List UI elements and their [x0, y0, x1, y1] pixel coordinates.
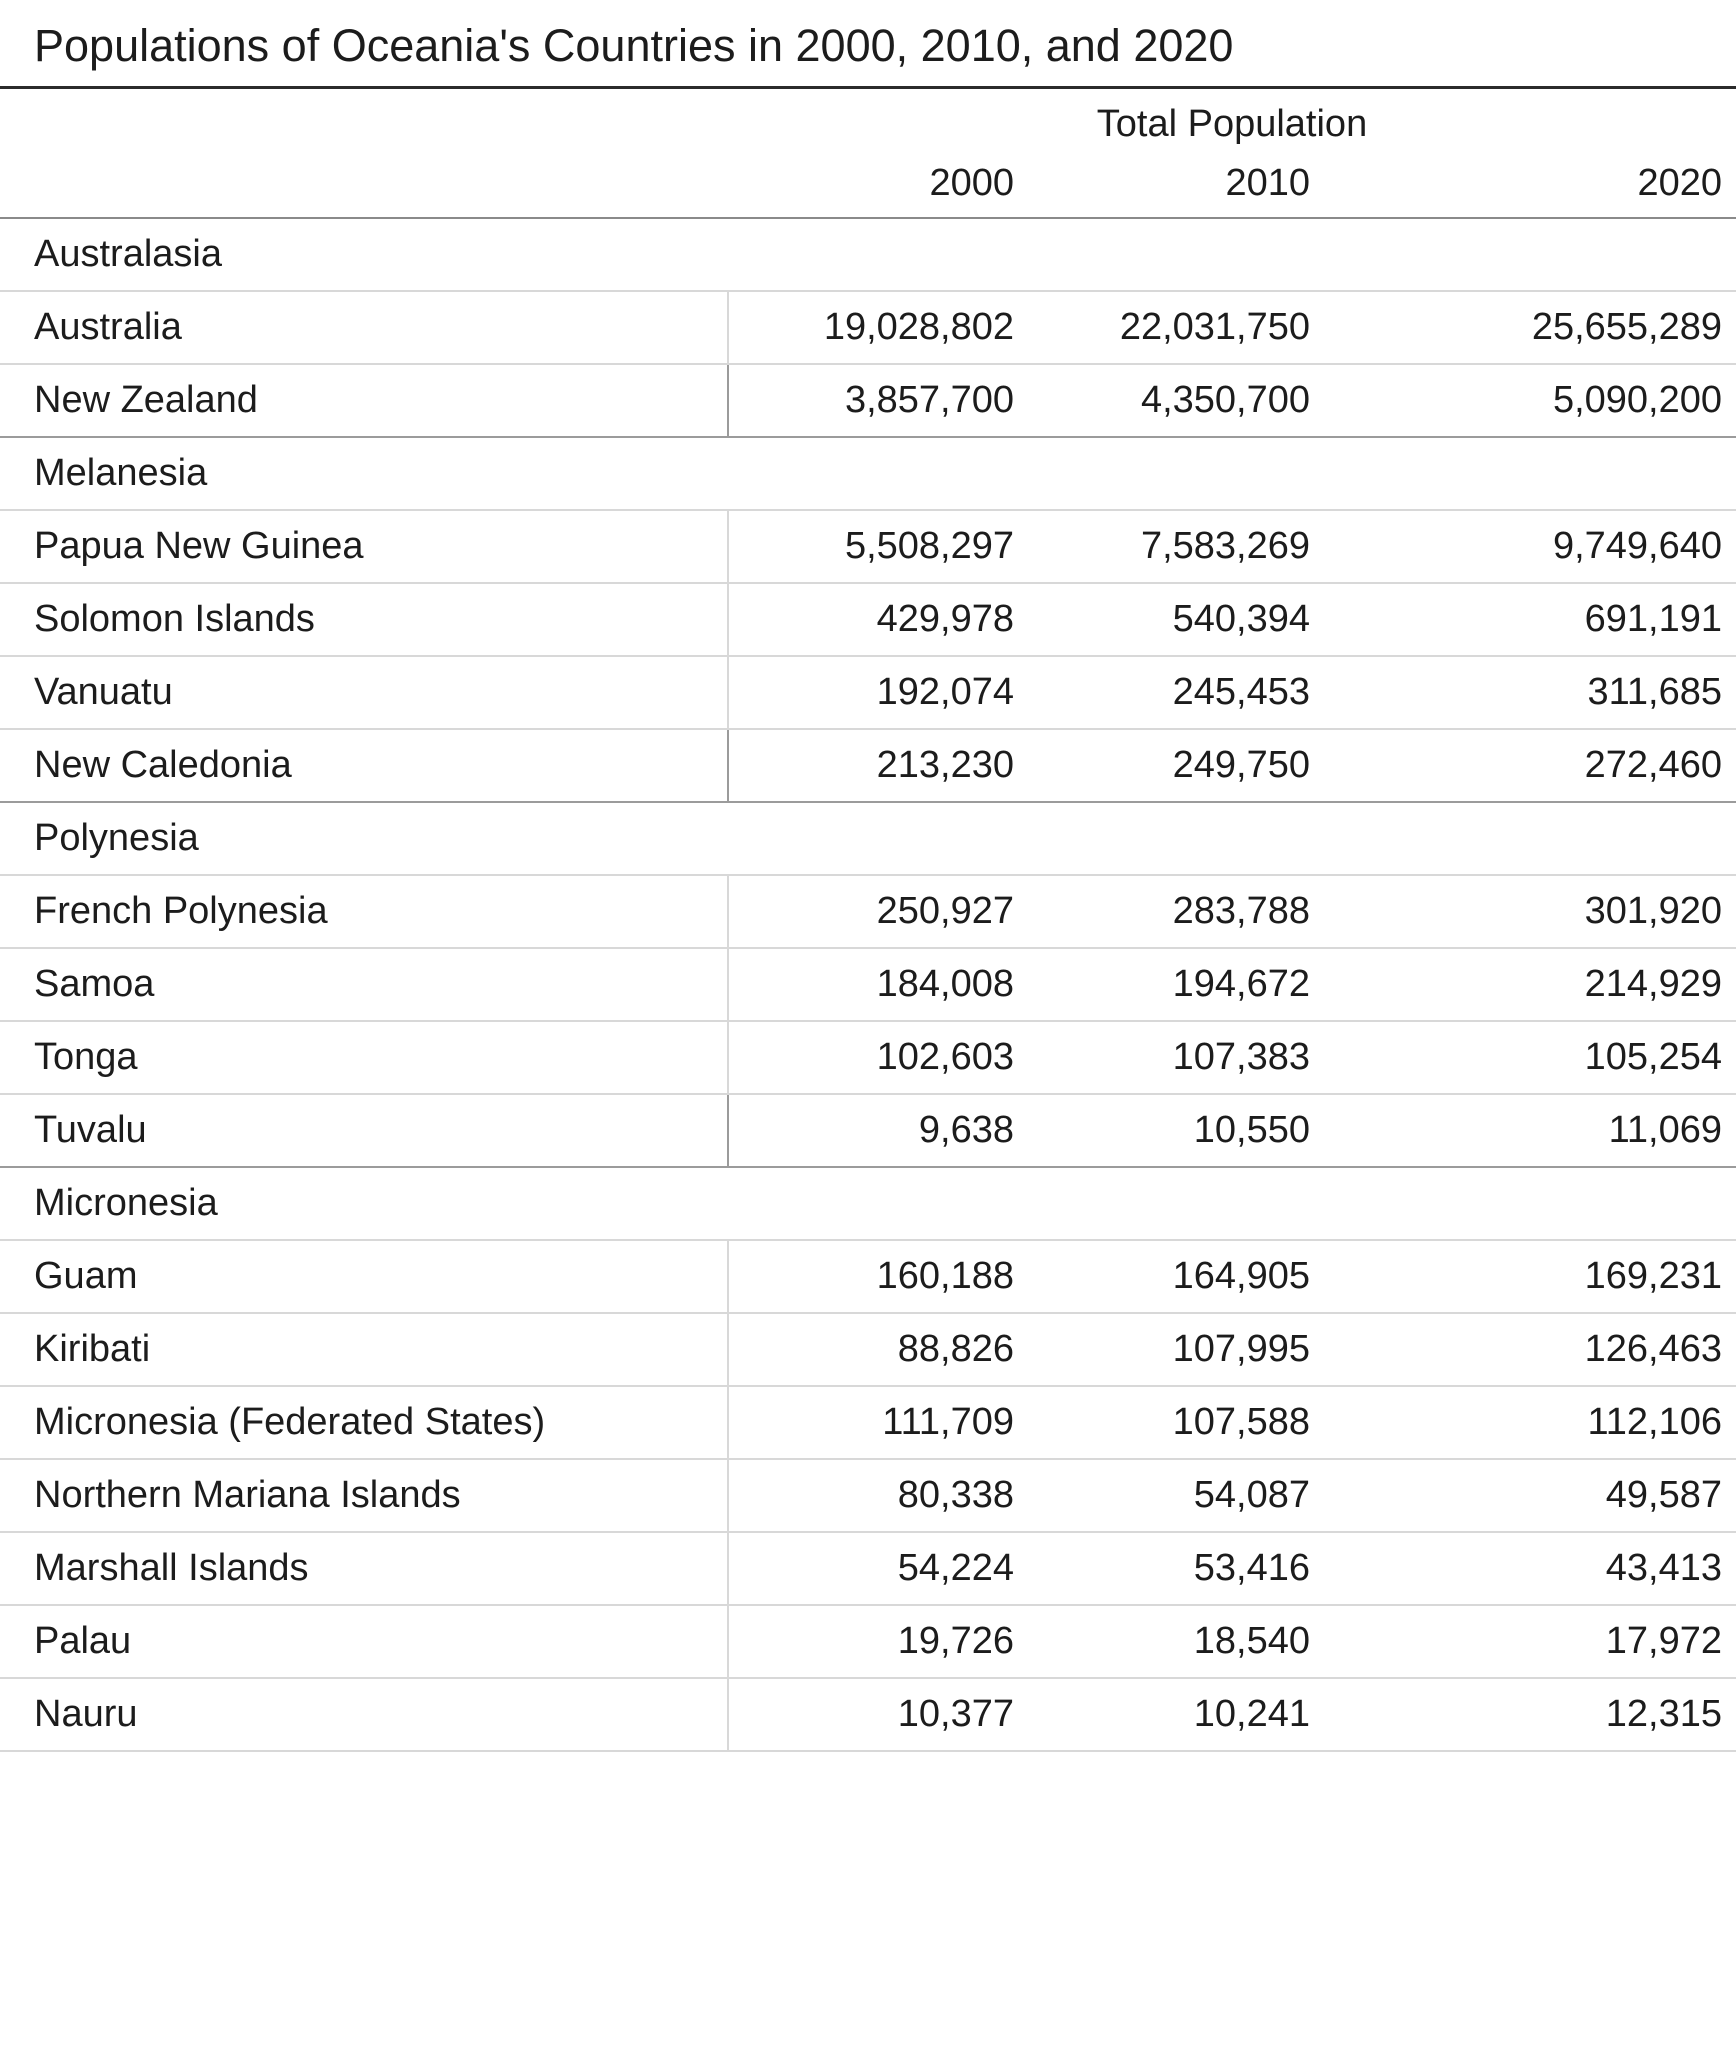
row-label: Northern Mariana Islands — [0, 1459, 728, 1532]
table-row — [0, 1313, 1736, 1386]
cell-2010: 10,550 — [1028, 1094, 1324, 1167]
cell-2010: 164,905 — [1028, 1240, 1324, 1313]
cell-2000: 19,028,802 — [728, 291, 1028, 364]
row-label: New Zealand — [0, 364, 728, 437]
cell-2010: 540,394 — [1028, 583, 1324, 656]
group-row-micronesia — [0, 1167, 1736, 1240]
cell-2010: 22,031,750 — [1028, 291, 1324, 364]
cell-2020: 12,315 — [1324, 1678, 1736, 1751]
cell-2010: 283,788 — [1028, 875, 1324, 948]
group-label: Australasia — [0, 219, 1736, 291]
row-label: Palau — [0, 1605, 728, 1678]
cell-2020: 691,191 — [1324, 583, 1736, 656]
column-header-2000: 2000 — [929, 161, 1014, 204]
cell-2000: 102,603 — [728, 1021, 1028, 1094]
table-row — [0, 1094, 1736, 1167]
cell-2020: 272,460 — [1324, 729, 1736, 802]
row-label: Vanuatu — [0, 656, 728, 729]
cell-2020: 11,069 — [1324, 1094, 1736, 1167]
row-label: Marshall Islands — [0, 1532, 728, 1605]
table-row — [0, 1021, 1736, 1094]
table-row — [0, 1386, 1736, 1459]
table-row — [0, 1605, 1736, 1678]
table-body — [0, 219, 1736, 1751]
cell-2010: 194,672 — [1028, 948, 1324, 1021]
cell-2010: 53,416 — [1028, 1532, 1324, 1605]
cell-2010: 107,383 — [1028, 1021, 1324, 1094]
cell-2000: 10,377 — [728, 1678, 1028, 1751]
cell-2020: 43,413 — [1324, 1532, 1736, 1605]
group-row-melanesia — [0, 437, 1736, 510]
group-label: Polynesia — [0, 802, 1736, 875]
population-table — [0, 86, 1736, 1752]
table-row — [0, 875, 1736, 948]
cell-2000: 250,927 — [728, 875, 1028, 948]
cell-2000: 160,188 — [728, 1240, 1028, 1313]
row-label: Kiribati — [0, 1313, 728, 1386]
table-row — [0, 291, 1736, 364]
table-row — [0, 1678, 1736, 1751]
row-label: Papua New Guinea — [0, 510, 728, 583]
span-header-total-population: Total Population — [1096, 102, 1368, 145]
cell-2000: 3,857,700 — [728, 364, 1028, 437]
span-header-row — [0, 89, 1736, 156]
cell-2000: 111,709 — [728, 1386, 1028, 1459]
year-header-row — [0, 156, 1736, 218]
row-label: French Polynesia — [0, 875, 728, 948]
cell-2000: 5,508,297 — [728, 510, 1028, 583]
group-label: Melanesia — [0, 437, 1736, 510]
row-label: Nauru — [0, 1678, 728, 1751]
cell-2020: 126,463 — [1324, 1313, 1736, 1386]
row-label: New Caledonia — [0, 729, 728, 802]
table-row — [0, 729, 1736, 802]
cell-2000: 88,826 — [728, 1313, 1028, 1386]
group-label: Micronesia — [0, 1167, 1736, 1240]
cell-2010: 4,350,700 — [1028, 364, 1324, 437]
row-label: Micronesia (Federated States) — [0, 1386, 728, 1459]
cell-2010: 54,087 — [1028, 1459, 1324, 1532]
table-row — [0, 1240, 1736, 1313]
cell-2010: 107,995 — [1028, 1313, 1324, 1386]
cell-2000: 19,726 — [728, 1605, 1028, 1678]
cell-2020: 112,106 — [1324, 1386, 1736, 1459]
cell-2020: 105,254 — [1324, 1021, 1736, 1094]
row-label: Tonga — [0, 1021, 728, 1094]
cell-2000: 80,338 — [728, 1459, 1028, 1532]
cell-2020: 214,929 — [1324, 948, 1736, 1021]
table-row — [0, 583, 1736, 656]
cell-2020: 5,090,200 — [1324, 364, 1736, 437]
cell-2010: 249,750 — [1028, 729, 1324, 802]
cell-2000: 184,008 — [728, 948, 1028, 1021]
table-row — [0, 1459, 1736, 1532]
group-row-australasia — [0, 219, 1736, 291]
cell-2000: 213,230 — [728, 729, 1028, 802]
row-label: Australia — [0, 291, 728, 364]
cell-2010: 107,588 — [1028, 1386, 1324, 1459]
cell-2020: 25,655,289 — [1324, 291, 1736, 364]
row-label: Tuvalu — [0, 1094, 728, 1167]
row-label: Solomon Islands — [0, 583, 728, 656]
cell-2020: 301,920 — [1324, 875, 1736, 948]
page-title: Populations of Oceania's Countries in 2000, 2010, and 2020 — [34, 20, 1234, 71]
cell-2010: 7,583,269 — [1028, 510, 1324, 583]
table-row — [0, 656, 1736, 729]
table-header — [0, 87, 1736, 219]
table-row — [0, 364, 1736, 437]
table-row — [0, 510, 1736, 583]
cell-2020: 17,972 — [1324, 1605, 1736, 1678]
cell-2010: 10,241 — [1028, 1678, 1324, 1751]
cell-2010: 18,540 — [1028, 1605, 1324, 1678]
cell-2000: 429,978 — [728, 583, 1028, 656]
cell-2010: 245,453 — [1028, 656, 1324, 729]
cell-2020: 9,749,640 — [1324, 510, 1736, 583]
table-row — [0, 948, 1736, 1021]
column-header-2010: 2010 — [1225, 161, 1310, 204]
cell-2000: 9,638 — [728, 1094, 1028, 1167]
cell-2020: 49,587 — [1324, 1459, 1736, 1532]
group-row-polynesia — [0, 802, 1736, 875]
cell-2020: 311,685 — [1324, 656, 1736, 729]
row-label: Guam — [0, 1240, 728, 1313]
cell-2000: 192,074 — [728, 656, 1028, 729]
cell-2000: 54,224 — [728, 1532, 1028, 1605]
table-row — [0, 1532, 1736, 1605]
row-label: Samoa — [0, 948, 728, 1021]
column-header-2020: 2020 — [1637, 161, 1722, 204]
cell-2020: 169,231 — [1324, 1240, 1736, 1313]
